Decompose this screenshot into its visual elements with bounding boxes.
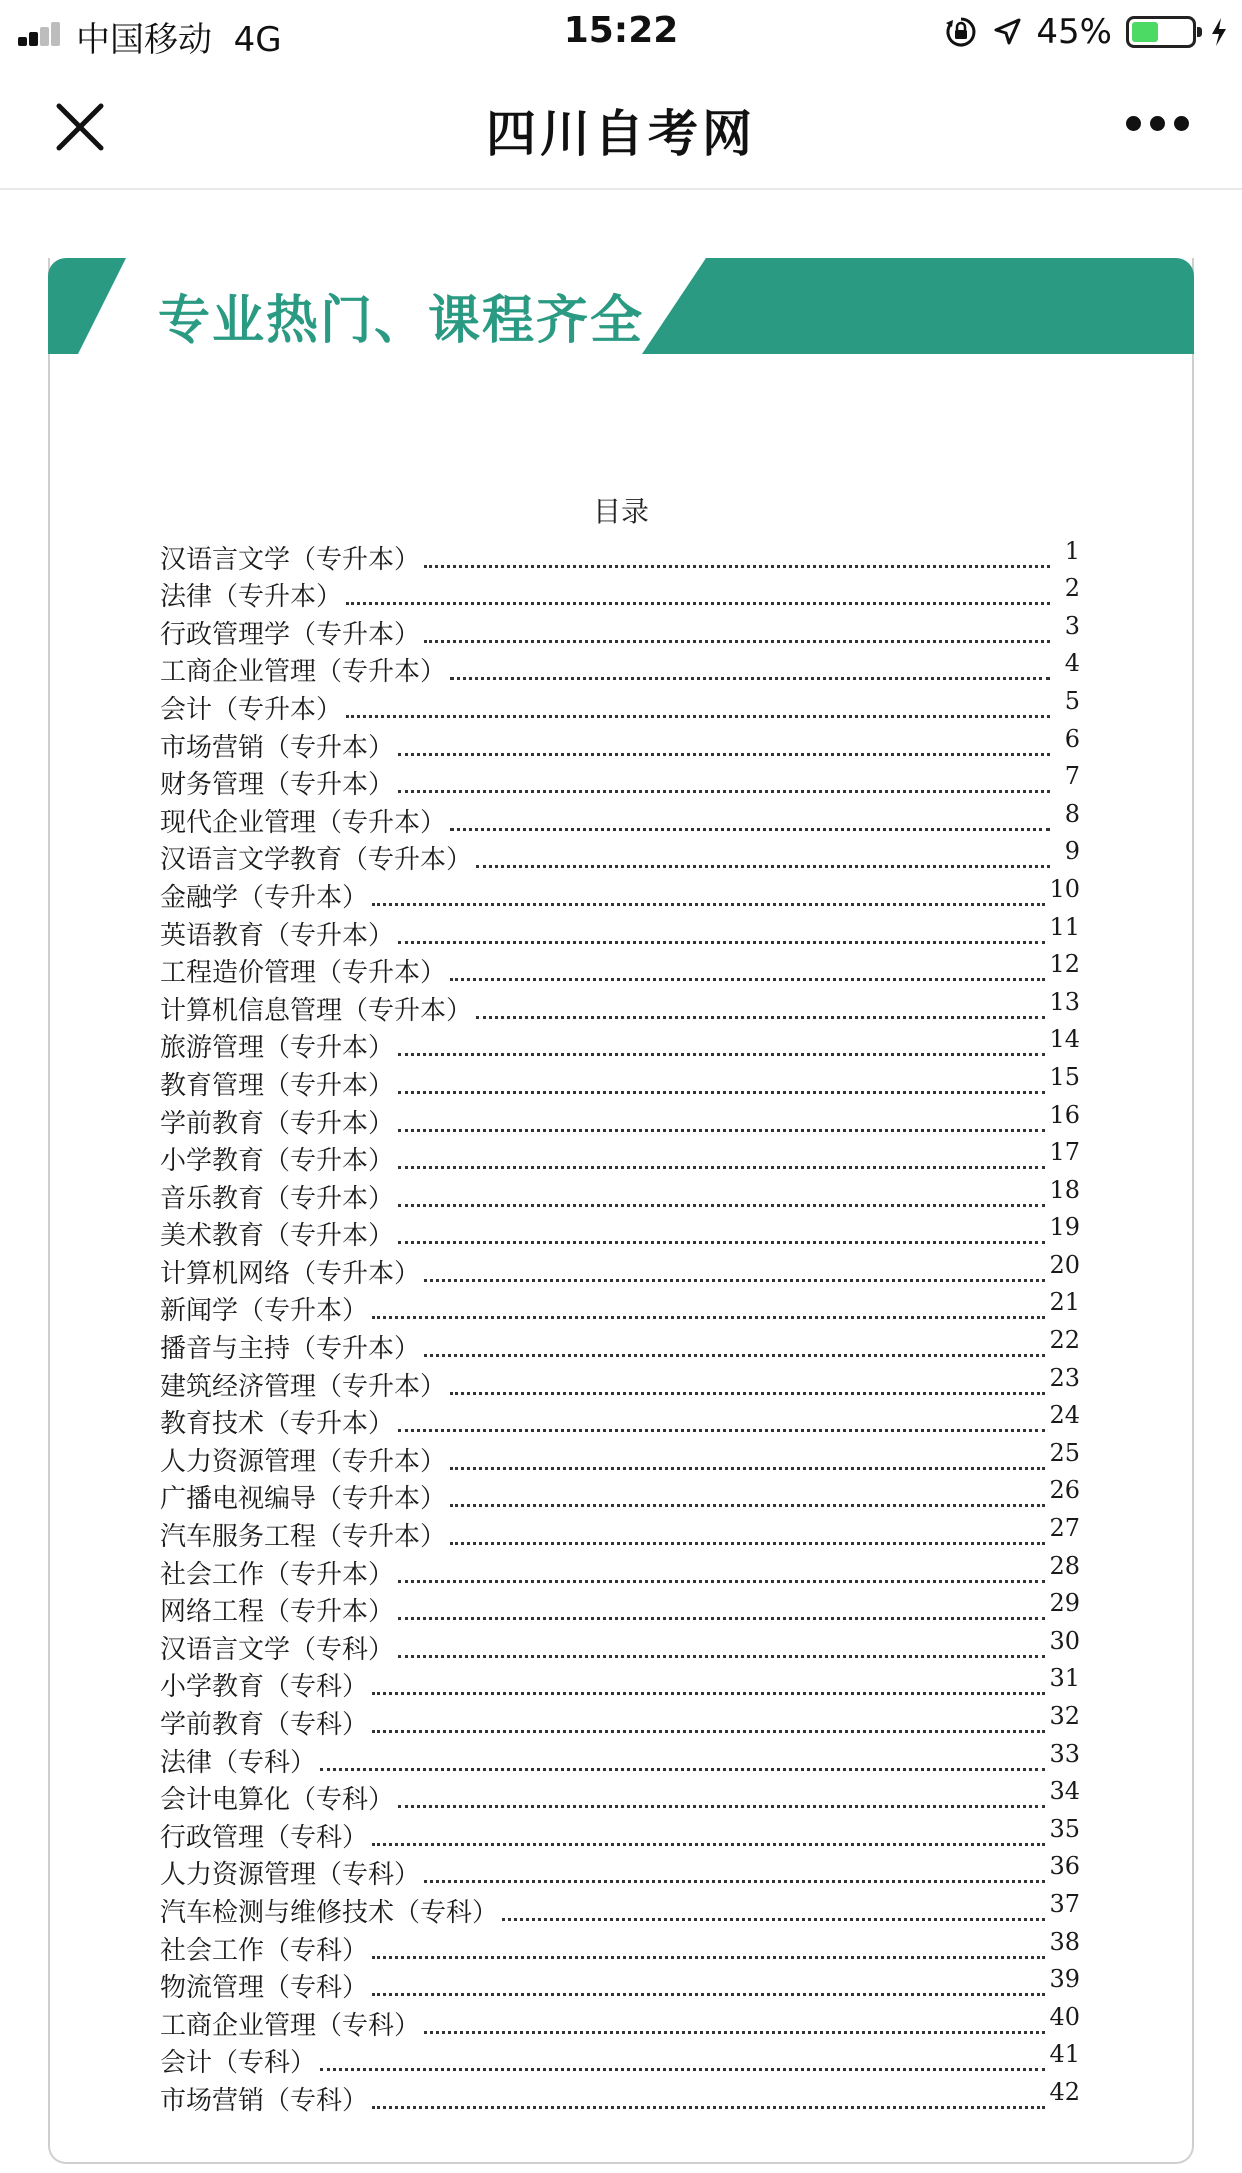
toc-entry-label: 工商企业管理（专科） <box>160 2010 421 2041</box>
toc-entry <box>160 688 1080 726</box>
toc-entry <box>160 2004 1080 2042</box>
toc-entry <box>160 1252 1080 1290</box>
toc-entry-page: 22 <box>1049 1326 1080 1355</box>
toc-entry-page: 23 <box>1049 1363 1080 1392</box>
toc-entry-label: 人力资源管理（专科） <box>160 1860 421 1891</box>
toc-entry <box>160 2079 1080 2117</box>
toc-entry <box>160 1290 1080 1328</box>
toc-entry-label: 旅游管理（专升本） <box>160 1033 395 1064</box>
toc-dot-leader <box>450 978 1045 981</box>
toc-dot-leader <box>398 1091 1045 1094</box>
toc-entry <box>160 1515 1080 1553</box>
toc-dot-leader <box>450 677 1050 680</box>
toc-dot-leader <box>450 1392 1045 1395</box>
toc-dot-leader <box>398 1580 1045 1583</box>
toc-entry-label: 人力资源管理（专升本） <box>160 1446 447 1477</box>
toc-entry <box>160 613 1080 651</box>
toc-entry <box>160 726 1080 764</box>
toc-entry-page: 12 <box>1049 950 1080 979</box>
toc-entry-page: 36 <box>1049 1852 1080 1881</box>
toc-entry-page: 29 <box>1049 1589 1080 1618</box>
toc-entry <box>160 801 1080 839</box>
toc-entry-label: 播音与主持（专升本） <box>160 1334 421 1365</box>
toc-entry-label: 物流管理（专科） <box>160 1973 369 2004</box>
toc-entry-label: 美术教育（专升本） <box>160 1221 395 1252</box>
toc-entry <box>160 1365 1080 1403</box>
toc-entry-label: 市场营销（专升本） <box>160 732 395 763</box>
toc-entry-label: 小学教育（专科） <box>160 1672 369 1703</box>
toc-entry-page: 34 <box>1049 1777 1080 1806</box>
toc-entry-label: 金融学（专升本） <box>160 882 369 913</box>
toc-entry <box>160 651 1080 689</box>
toc-entry <box>160 1816 1080 1854</box>
toc-dot-leader <box>398 941 1045 944</box>
toc-entry <box>160 1854 1080 1892</box>
toc-entry <box>160 1666 1080 1704</box>
toc-entry-label: 社会工作（专科） <box>160 1935 369 1966</box>
page-title: 四川自考网 <box>486 105 756 163</box>
toc-entry-page: 38 <box>1049 1927 1080 1956</box>
toc-entry-page: 25 <box>1049 1438 1080 1467</box>
toc-entry <box>160 576 1080 614</box>
toc-entry-page: 16 <box>1049 1100 1080 1129</box>
toc-dot-leader <box>398 790 1050 793</box>
toc-entry <box>160 914 1080 952</box>
toc-entry-label: 广播电视编导（专升本） <box>160 1484 447 1515</box>
toc-dot-leader <box>424 565 1050 568</box>
toc-entry-label: 工程造价管理（专升本） <box>160 958 447 989</box>
toc-dot-leader <box>320 2068 1045 2071</box>
toc-dot-leader <box>398 1617 1045 1620</box>
toc-entry-label: 新闻学（专升本） <box>160 1296 369 1327</box>
status-bar <box>0 0 1242 62</box>
banner-title: 专业热门、课程齐全 <box>158 291 645 351</box>
nav-bar <box>0 62 1242 190</box>
toc-dot-leader <box>372 1843 1045 1846</box>
toc-entry-label: 社会工作（专升本） <box>160 1559 395 1590</box>
toc-entry-label: 小学教育（专升本） <box>160 1146 395 1177</box>
toc-entry-page: 3 <box>1064 611 1080 640</box>
toc-entry-label: 会计电算化（专科） <box>160 1785 395 1816</box>
toc-dot-leader <box>398 753 1050 756</box>
toc-entry-page: 6 <box>1064 724 1080 753</box>
toc-entry-page: 32 <box>1049 1702 1080 1730</box>
toc-entry-page: 35 <box>1049 1814 1080 1843</box>
toc-dot-leader <box>398 1429 1045 1432</box>
toc-entry <box>160 839 1080 877</box>
more-button[interactable] <box>1126 116 1190 134</box>
toc-entry <box>160 1027 1080 1065</box>
toc-entry-label: 网络工程（专升本） <box>160 1597 395 1628</box>
toc-entry <box>160 1403 1080 1441</box>
more-icon <box>1126 116 1141 131</box>
toc-dot-leader <box>398 1204 1045 1207</box>
toc-dot-leader <box>372 1692 1045 1695</box>
toc-entry-page: 19 <box>1049 1213 1080 1242</box>
toc-entry-label: 行政管理学（专升本） <box>160 619 421 650</box>
toc-dot-leader <box>372 1316 1045 1319</box>
toc-entry-label: 学前教育（专科） <box>160 1710 369 1740</box>
toc-entry <box>160 876 1080 914</box>
toc-dot-leader <box>398 1805 1045 1808</box>
toc-dot-leader <box>398 1166 1045 1169</box>
toc-entry-page: 9 <box>1064 837 1080 866</box>
toc-dot-leader <box>476 1016 1045 1019</box>
battery-percent: 45% <box>1036 12 1112 52</box>
battery-icon <box>1126 16 1196 48</box>
toc-dot-leader <box>424 1354 1045 1357</box>
toc-dot-leader <box>372 2106 1045 2109</box>
toc-entry <box>160 1779 1080 1817</box>
toc-entry <box>160 1440 1080 1478</box>
toc-entry-page: 26 <box>1049 1476 1080 1505</box>
toc-entry-label: 市场营销（专科） <box>160 2085 369 2116</box>
toc-heading: 目录 <box>592 495 649 528</box>
toc-entry-page: 2 <box>1064 574 1080 603</box>
toc-dot-leader <box>424 1880 1045 1883</box>
toc-entry <box>160 2042 1080 2080</box>
network-type: 4G <box>233 20 282 60</box>
toc-dot-leader <box>424 1279 1045 1282</box>
toc-entry-page: 28 <box>1049 1551 1080 1580</box>
toc-entry-label: 教育管理（专升本） <box>160 1070 395 1101</box>
toc-entry <box>160 1327 1080 1365</box>
toc-entry-page: 4 <box>1064 649 1080 678</box>
toc-dot-leader <box>372 903 1045 906</box>
toc-entry-label: 建筑经济管理（专升本） <box>160 1371 447 1402</box>
toc-entry <box>160 764 1080 802</box>
toc-dot-leader <box>424 640 1050 643</box>
toc-entry <box>160 1215 1080 1253</box>
toc-entry <box>160 1891 1080 1929</box>
toc-entry-label: 汉语言文学（专升本） <box>160 544 421 575</box>
toc-entry <box>160 1478 1080 1516</box>
toc-entry <box>160 1553 1080 1591</box>
toc-entry <box>160 538 1080 576</box>
toc-entry-label: 工商企业管理（专升本） <box>160 657 447 688</box>
toc-entry-label: 行政管理（专科） <box>160 1822 369 1853</box>
toc-entry-page: 20 <box>1049 1250 1080 1279</box>
toc-entry-page: 5 <box>1064 686 1080 715</box>
toc-entry-label: 现代企业管理（专升本） <box>160 807 447 838</box>
toc-entry-page: 42 <box>1049 2077 1080 2106</box>
toc-entry-page: 33 <box>1049 1739 1080 1768</box>
status-time: 15:22 <box>563 10 679 51</box>
toc-entry-page: 40 <box>1049 2002 1080 2031</box>
orientation-lock-icon <box>944 15 978 49</box>
battery-level-fill <box>1132 22 1158 42</box>
charging-bolt-icon <box>1210 17 1228 47</box>
toc-dot-leader <box>346 715 1050 718</box>
toc-entry-label: 音乐教育（专升本） <box>160 1183 395 1214</box>
toc-dot-leader <box>372 1993 1045 1996</box>
toc-entry-page: 41 <box>1049 2040 1080 2069</box>
toc-entry-label: 汉语言文学（专科） <box>160 1634 395 1665</box>
toc-entry-label: 计算机网络（专升本） <box>160 1258 421 1289</box>
toc-entry-page: 10 <box>1049 874 1080 903</box>
toc-dot-leader <box>372 1956 1045 1959</box>
toc-entry-label: 财务管理（专升本） <box>160 770 395 801</box>
toc-dot-leader <box>450 1542 1045 1545</box>
toc-entry <box>160 1967 1080 2005</box>
toc-entry-page: 30 <box>1049 1626 1080 1655</box>
toc-entry <box>160 1177 1080 1215</box>
toc-dot-leader <box>398 1053 1045 1056</box>
toc-entry <box>160 952 1080 990</box>
toc-dot-leader <box>398 1129 1045 1132</box>
toc-entry-page: 1 <box>1064 536 1080 565</box>
toc-entry-label: 会计（专升本） <box>160 694 343 725</box>
toc-entry-label: 汉语言文学教育（专升本） <box>160 845 473 876</box>
toc-entry <box>160 1102 1080 1140</box>
toc-entry-page: 7 <box>1064 762 1080 791</box>
toc-dot-leader <box>450 1467 1045 1470</box>
status-right <box>944 10 1228 54</box>
toc-entry-label: 法律（专升本） <box>160 582 343 613</box>
toc-entry <box>160 1703 1080 1741</box>
toc-entry-page: 11 <box>1049 912 1080 941</box>
toc-dot-leader <box>450 1504 1045 1507</box>
toc-entry-page: 37 <box>1049 1889 1080 1918</box>
toc-entry-label: 会计（专科） <box>160 2048 317 2079</box>
location-arrow-icon <box>992 17 1022 47</box>
toc-dot-leader <box>372 1730 1045 1733</box>
toc-dot-leader <box>398 1241 1045 1244</box>
toc-entry-label: 学前教育（专升本） <box>160 1108 395 1139</box>
toc-entry-page: 13 <box>1049 987 1080 1016</box>
toc-dot-leader <box>450 828 1050 831</box>
toc-entry-page: 39 <box>1049 1965 1080 1994</box>
toc-dot-leader <box>502 1918 1045 1921</box>
toc-dot-leader <box>476 865 1050 868</box>
toc-list <box>160 538 1080 2117</box>
toc-entry <box>160 1741 1080 1779</box>
toc-entry-page: 17 <box>1049 1138 1080 1167</box>
toc-entry <box>160 1929 1080 1967</box>
toc-entry-page: 18 <box>1049 1175 1080 1204</box>
toc-entry-page: 24 <box>1049 1401 1080 1430</box>
toc-entry-label: 汽车服务工程（专升本） <box>160 1522 447 1553</box>
toc-entry-label: 英语教育（专升本） <box>160 920 395 951</box>
toc-entry-page: 15 <box>1049 1062 1080 1091</box>
toc-entry-page: 14 <box>1049 1025 1080 1054</box>
toc-entry-page: 21 <box>1049 1288 1080 1317</box>
toc-entry-page: 27 <box>1049 1514 1080 1543</box>
toc-entry-label: 汽车检测与维修技术（专科） <box>160 1897 499 1928</box>
toc-entry <box>160 1064 1080 1102</box>
toc-entry-label: 教育技术（专升本） <box>160 1409 395 1440</box>
carrier-name: 中国移动 <box>76 20 212 60</box>
toc-entry-label: 计算机信息管理（专升本） <box>160 995 473 1026</box>
toc-entry-page: 31 <box>1049 1664 1080 1693</box>
toc-entry-label: 法律（专科） <box>160 1747 317 1778</box>
toc-entry <box>160 989 1080 1027</box>
toc-entry <box>160 1591 1080 1629</box>
toc-dot-leader <box>346 602 1050 605</box>
toc-entry <box>160 1628 1080 1666</box>
toc-entry <box>160 1140 1080 1178</box>
toc-entry-page: 8 <box>1064 799 1080 828</box>
toc-dot-leader <box>424 2031 1045 2034</box>
toc-dot-leader <box>398 1655 1045 1658</box>
toc-dot-leader <box>320 1768 1045 1771</box>
